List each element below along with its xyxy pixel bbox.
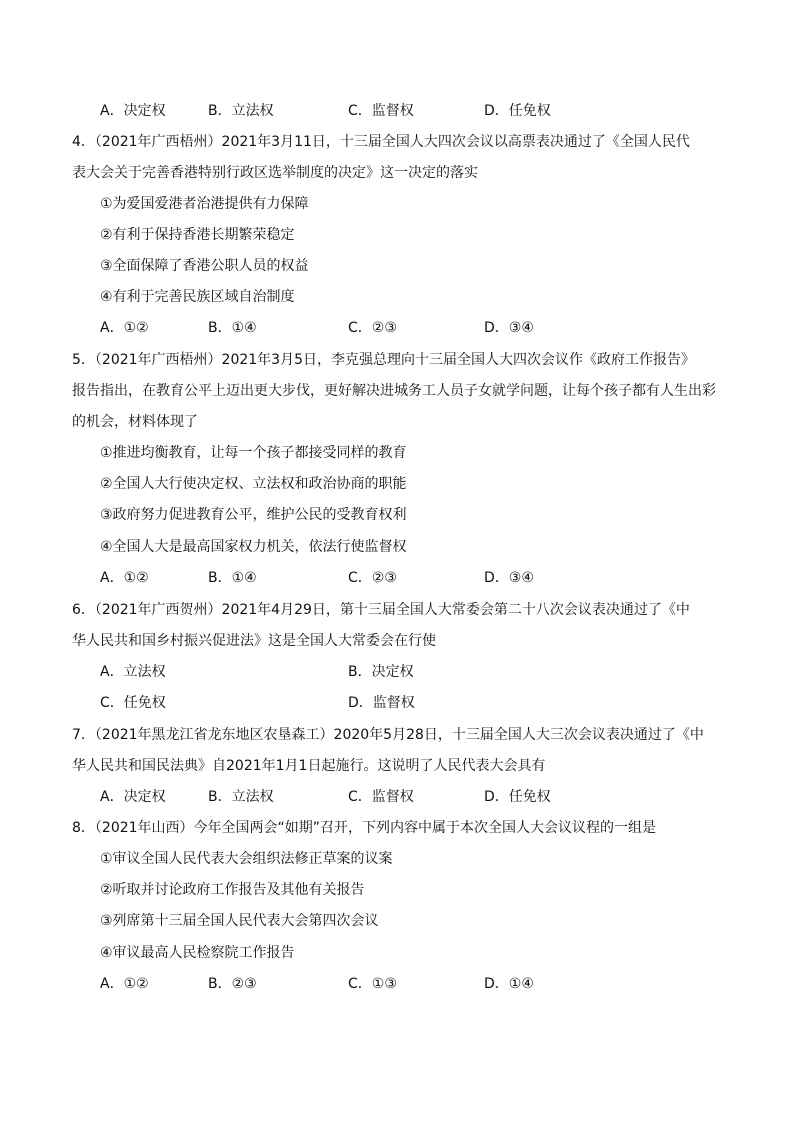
- q5-answer-a[interactable]: A．①②: [100, 570, 149, 586]
- q6-answer-a[interactable]: A．立法权: [100, 664, 166, 680]
- q6-stem-line1: 6．（2021年广西贺州）2021年4月29日，第十三届全国人大常委会第二十八次会议表决通过了《中: [72, 602, 690, 618]
- q6-answer-c[interactable]: C．任免权: [100, 695, 166, 711]
- q4-answer-d[interactable]: D．③④: [484, 320, 534, 336]
- q8-answer-a[interactable]: A．①②: [100, 976, 149, 992]
- q8-option-3: ③列席第十三届全国人民代表大会第四次会议: [100, 913, 379, 929]
- q5-answer-d[interactable]: D．③④: [484, 570, 534, 586]
- q5-answer-b[interactable]: B．①④: [208, 570, 257, 586]
- q6-answer-d[interactable]: D．监督权: [348, 695, 415, 711]
- q4-option-1: ①为爱国爱港者治港提供有力保障: [100, 196, 309, 212]
- q8-option-2: ②听取并讨论政府工作报告及其他有关报告: [100, 882, 365, 898]
- q6-stem-line2: 华人民共和国乡村振兴促进法》这是全国人大常委会在行使: [72, 633, 436, 649]
- q7-answer-d[interactable]: D．任免权: [484, 789, 551, 805]
- q3-answer-d[interactable]: D．任免权: [484, 103, 551, 119]
- q5-option-4: ④全国人大是最高国家权力机关，依法行使监督权: [100, 539, 407, 555]
- q4-answer-c[interactable]: C．②③: [348, 320, 397, 336]
- q7-stem-line1: 7．（2021年黑龙江省龙东地区农垦森工）2020年5月28日，十三届全国人大三次会议表决通过了《中: [72, 727, 704, 743]
- q4-answer-a[interactable]: A．①②: [100, 320, 149, 336]
- q5-option-1: ①推进均衡教育，让每一个孩子都接受同样的教育: [100, 445, 407, 461]
- q7-answer-a[interactable]: A．决定权: [100, 789, 166, 805]
- q7-answer-c[interactable]: C．监督权: [348, 789, 414, 805]
- q7-stem-line2: 华人民共和国民法典》自2021年1月1日起施行。这说明了人民代表大会具有: [72, 758, 546, 774]
- q5-option-2: ②全国人大行使决定权、立法权和政治协商的职能: [100, 476, 407, 492]
- q4-stem-line2: 表大会关于完善香港特别行政区选举制度的决定》这一决定的落实: [72, 165, 478, 181]
- q4-option-3: ③全面保障了香港公职人员的权益: [100, 258, 309, 274]
- q5-stem-line1: 5．（2021年广西梧州）2021年3月5日，李克强总理向十三届全国人大四次会议作《政府工作报告》: [72, 352, 695, 368]
- q3-answer-c[interactable]: C．监督权: [348, 103, 414, 119]
- q8-option-4: ④审议最高人民检察院工作报告: [100, 945, 295, 961]
- q5-option-3: ③政府努力促进教育公平，维护公民的受教育权利: [100, 507, 407, 523]
- q8-answer-d[interactable]: D．①④: [484, 976, 534, 992]
- q4-stem-line1: 4．（2021年广西梧州）2021年3月11日，十三届全国人大四次会议以高票表决通过了《全国人民代: [72, 134, 690, 150]
- q3-answer-b[interactable]: B．立法权: [208, 103, 274, 119]
- q8-answer-c[interactable]: C．①③: [348, 976, 397, 992]
- q5-answer-c[interactable]: C．②③: [348, 570, 397, 586]
- q6-answer-b[interactable]: B．决定权: [348, 664, 414, 680]
- q7-answer-b[interactable]: B．立法权: [208, 789, 274, 805]
- q4-answer-b[interactable]: B．①④: [208, 320, 257, 336]
- q4-option-4: ④有利于完善民族区域自治制度: [100, 289, 295, 305]
- q8-option-1: ①审议全国人民代表大会组织法修正草案的议案: [100, 851, 393, 867]
- q5-stem-line2: 报告指出，在教育公平上迈出更大步伐，更好解决进城务工人员子女就学问题，让每个孩子都有人生出彩: [72, 383, 716, 399]
- q4-option-2: ②有利于保持香港长期繁荣稳定: [100, 227, 295, 243]
- q5-stem-line3: 的机会，材料体现了: [72, 414, 198, 430]
- q3-answer-a[interactable]: A．决定权: [100, 103, 166, 119]
- q8-answer-b[interactable]: B．②③: [208, 976, 257, 992]
- q8-stem-line1: 8．（2021年山西）今年全国两会“如期”召开，下列内容中属于本次全国人大会议议程的一组是: [72, 820, 657, 836]
